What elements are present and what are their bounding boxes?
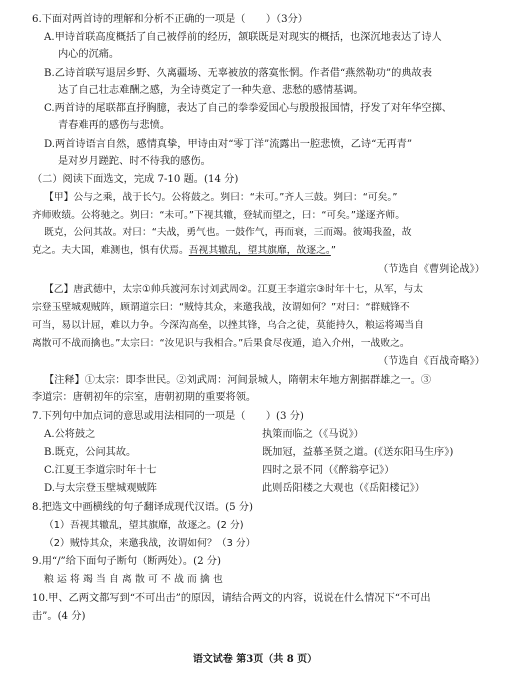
- q7-stem: 7.下列句中加点词的意思或用法相同的一项是（ ）(3 分): [32, 411, 304, 422]
- jia-passage-line3: 既克，公问其故。对曰：“夫战，勇气也。一鼓作气，再而衰，三而竭。彼竭我盈，故: [44, 227, 412, 238]
- section-heading: （二）阅读下面选文，完成 7-10 题。(14 分): [32, 174, 239, 185]
- yi-source: （节选自《百战奇略》）: [378, 356, 485, 367]
- jia-passage-line2: 齐师败绩。公将驰之。刿曰：“未可。”下视其辙，登轼而望之，曰：“可矣。”遂逐齐师。: [32, 210, 405, 221]
- q7-option-d-left: D.与太宗登玉壁城观贼阵: [44, 483, 157, 494]
- yi-passage-line3: 可当，易以计屈，难以力争。今深沟高垒，以挫其锋，乌合之徒，莫能持久，粮运将竭当自: [32, 320, 424, 331]
- q6-option-b-line1: B.乙诗首联写退居乡野、久离疆场、无辜被放的落寞怅惘。作者借“燕然勒功”的典故表: [44, 68, 432, 79]
- q10-stem-line2: 击”。(4 分): [32, 611, 86, 622]
- q7-option-b-right: 既加冠，益慕圣贤之道。(《送东阳马生序》): [262, 447, 454, 458]
- q6-option-d-line2: 是对岁月蹉跎、时不待我的感伤。: [58, 156, 211, 167]
- q6-option-a-line1: A.甲诗首联高度概括了自己被俘前的经历，颔联既是对现实的概括，也深沉地表达了诗人: [44, 32, 442, 43]
- note-line2: 李道宗：唐朝初年的宗室，唐朝初期的重要将领。: [32, 392, 257, 403]
- q6-option-a-line2: 内心的沉痛。: [58, 49, 120, 60]
- jia-underlined-sentence: 吾视其辙乱，望其旗靡，故逐之。: [188, 245, 331, 256]
- q8-sentence-1: （1）吾视其辙乱，望其旗靡，故逐之。(2 分): [44, 520, 244, 531]
- jia-line4-end: ”: [330, 245, 336, 256]
- q7-option-c-left: C.江夏王李道宗时年十七: [44, 465, 157, 476]
- page-footer: 语文试卷 第3页（共 8 页）: [192, 654, 318, 665]
- q6-option-d-line1: D.两首诗语言自然，感情真挚，甲诗由对“零丁洋”流露出一腔悲愤，乙诗“无再青”: [44, 139, 413, 150]
- q7-option-a-left: A.公将鼓之: [44, 429, 96, 440]
- jia-line4-text: 克之。夫大国，难测也，惧有伏焉。: [32, 245, 189, 256]
- note-line1: 【注释】①太宗：即李世民。②刘武周：河间景城人，隋朝末年地方割据群雄之一。③: [44, 375, 432, 386]
- yi-line2-text: 宗登玉壁城观贼阵，顾谓道宗曰：“贼恃其众，来邀我战，汝谓如何？”对曰：“群贼锋不: [32, 302, 410, 313]
- q7-option-d-right: 此则岳阳楼之大观也（《岳阳楼记》）: [262, 483, 425, 494]
- q7-option-a-right: 执策而临之（《马说》）: [262, 429, 364, 440]
- q9-stem: 9.用“/”给下面句子断句（断两处）。(2 分): [32, 556, 221, 567]
- q8-stem: 8.把选文中画横线的句子翻译成现代汉语。(5 分): [32, 502, 253, 513]
- q6-option-c-line1: C.两首诗的尾联都直抒胸臆，表达了自己的拳拳爱国心与殷殷报国情，抒发了对年华空掷、: [44, 103, 452, 114]
- yi-passage-line4: 离散可不战而擒也。”太宗曰：“汝见识与我相合。”后果食尽夜遁，追入介州，一战败之。: [32, 338, 410, 349]
- yi-passage-line2: [32, 301, 410, 314]
- q8-sentence-2: （2）贼恃其众，来邀我战，汝谓如何？（3 分）: [44, 538, 256, 549]
- q6-option-c-line2: 青春难再的感伤与悲愤。: [58, 120, 171, 131]
- q7-option-b-left: B.既克，公问其故。: [44, 447, 137, 458]
- q10-stem-line1: 10.甲、乙两文都写到“不可出击”的原因，请结合两文的内容，说说在什么情况下“不可出: [32, 593, 431, 604]
- jia-source: （节选自《曹刿论战》）: [378, 264, 485, 275]
- yi-passage-line1: 【乙】唐武德中，太宗①帅兵渡河东讨刘武周②。江夏王李道宗③时年十七，从军，与太: [44, 284, 424, 295]
- q6-stem: 6.下面对两首诗的理解和分析不正确的一项是（ ）（3分）: [32, 14, 308, 25]
- jia-passage-line1: 【甲】公与之乘，战于长勺。公将鼓之。刿曰：“未可。”齐人三鼓。刿曰：“可矣。”: [44, 192, 398, 203]
- jia-passage-line4: [32, 244, 336, 257]
- q7-option-c-right: 四时之景不同（《醉翁亭记》）: [262, 465, 395, 476]
- q6-option-b-line2: 达了自己壮志难酬之感，为全诗奠定了一种失意、悲愁的感情基调。: [58, 85, 364, 96]
- q9-sentence: 粮运将竭当自离散可不战而擒也: [44, 574, 226, 585]
